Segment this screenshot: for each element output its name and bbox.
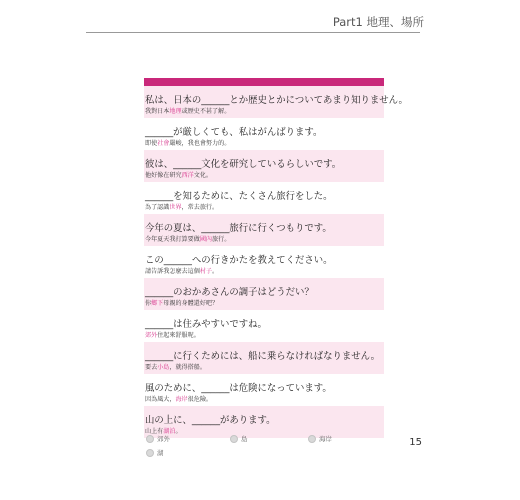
sentence-row	[144, 342, 384, 374]
sentence-row	[144, 150, 384, 182]
cn-text: 我對日本	[145, 108, 170, 115]
cn-highlight: 國內	[199, 236, 213, 243]
cn-highlight: 西洋	[181, 172, 194, 179]
sentence-row	[144, 182, 384, 214]
jp-sentence: ______が厳しくても、私はがんばります。	[145, 127, 323, 138]
cn-translation	[145, 108, 230, 116]
header-rule	[86, 32, 420, 33]
option-label: 湖	[157, 449, 164, 457]
option-label: 郊外	[157, 435, 170, 443]
sentence-row	[144, 246, 384, 278]
cn-text: 。	[175, 428, 182, 435]
top-band	[144, 78, 384, 86]
cn-text: 今年夏天我打算要做	[145, 236, 200, 243]
bullet-icon	[146, 449, 154, 457]
cn-translation	[145, 204, 218, 212]
bullet-icon	[146, 435, 154, 443]
cn-text: ，常去旅行。	[181, 204, 219, 211]
jp-sentence: この______への行きかたを教えてください。	[145, 255, 333, 266]
option-item	[146, 448, 164, 457]
cn-text: 旅行。	[212, 236, 231, 243]
cn-translation	[145, 140, 230, 148]
cn-translation	[145, 300, 218, 308]
cn-text: 山上有	[145, 428, 164, 435]
cn-highlight: 村子	[199, 268, 213, 275]
cn-highlight: 湖泊	[163, 428, 176, 435]
cn-text: 很危險。	[187, 396, 213, 403]
cn-highlight: 地理	[169, 108, 182, 115]
option-item	[146, 434, 170, 443]
jp-sentence: ______は住みやすいですね。	[145, 319, 267, 330]
jp-sentence: ______を知るために、たくさん旅行をした。	[145, 191, 333, 202]
sentence-row	[144, 310, 384, 342]
cn-text: 你	[145, 300, 152, 307]
cn-text: 他好像在研究	[145, 172, 182, 179]
jp-sentence: 風のために、______は危険になっています。	[145, 383, 332, 394]
cn-text: 請告訴我怎麼去這個	[145, 268, 200, 275]
option-label: 海岸	[319, 435, 332, 443]
cn-highlight: 郊外	[145, 332, 158, 339]
cn-text: 住起來舒服呢。	[157, 332, 200, 339]
cn-text: ，就得搭船。	[169, 364, 206, 371]
cn-translation	[145, 332, 200, 340]
sentence-row	[144, 214, 384, 246]
jp-sentence: ______に行くためには、船に乗らなければなりません。	[145, 351, 380, 362]
page-number: 15	[409, 437, 422, 448]
bullet-icon	[230, 435, 238, 443]
option-label: 島	[241, 435, 248, 443]
cn-translation	[145, 396, 212, 404]
exercise-block	[144, 78, 408, 438]
option-item	[308, 434, 332, 443]
cn-text: 要去	[145, 364, 158, 371]
sentence-row	[144, 278, 384, 310]
cn-text: 即使	[145, 140, 158, 147]
sentence-row	[144, 406, 384, 438]
cn-text: 或歷史不甚了解。	[181, 108, 231, 115]
jp-sentence: ______のおかあさんの調子はどうだい？	[145, 287, 314, 298]
cn-text: 因為風大，	[145, 396, 176, 403]
cn-translation	[145, 268, 218, 276]
cn-highlight: 小島	[157, 364, 170, 371]
sentence-row	[144, 86, 408, 118]
cn-text: 為了認識	[145, 204, 170, 211]
cn-text: 文化。	[193, 172, 213, 179]
cn-highlight: 鄉下	[151, 300, 164, 307]
jp-sentence: 私は、日本の______とか歴史とかについてあまり知りません。	[145, 95, 408, 106]
cn-translation	[145, 172, 212, 180]
cn-highlight: 海岸	[175, 396, 188, 403]
page-header-title: Part1 地理、場所	[332, 15, 424, 29]
jp-sentence: 今年の夏は、______旅行に行くつもりです。	[145, 223, 332, 234]
sentence-row	[144, 118, 384, 150]
cn-text: 嚴峻，我也會努力的。	[169, 140, 231, 147]
sentence-row	[144, 374, 384, 406]
cn-highlight: 社會	[157, 140, 170, 147]
bullet-icon	[308, 435, 316, 443]
cn-highlight: 世界	[169, 204, 182, 211]
option-item	[230, 434, 248, 443]
cn-translation	[145, 364, 206, 372]
cn-translation	[145, 236, 230, 244]
cn-text: 母親的身體還好吧？	[163, 300, 219, 307]
jp-sentence: 山の上に、______があります。	[145, 415, 276, 426]
jp-sentence: 彼は、______文化を研究しているらしいです。	[145, 159, 342, 170]
cn-text: 。	[212, 268, 219, 275]
